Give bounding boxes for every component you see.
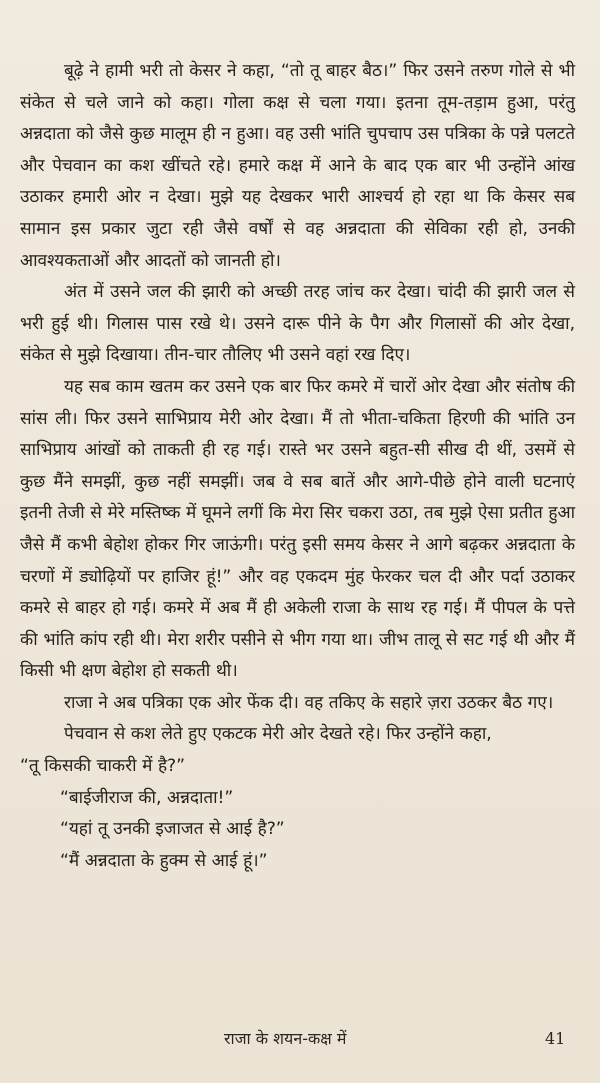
page-text-block xyxy=(20,56,575,877)
paragraph-3: यह सब काम खतम कर उसने एक बार फिर कमरे में चारों ओर देखा और संतोष की सांस ली। फिर उसने साभिप्राय मेरी ओर देखा। मैं तो भीता-चकिता हिरणी की भांति उन साभिप्राय आंखों को ताकती ही रह गई। रास्ते भर उसने बहुत-सी सीख दी थीं, उसमें से कुछ मैंने समझीं, कुछ नहीं समझीं। जब वे सब बातें और आगे-पीछे होने वाली घटनाएं इतनी तेजी से मेरे मस्तिष्क में घूमने लगीं कि मेरा सिर चकरा उठा, तब मुझे ऐसा प्रतीत हुआ जैसे मैं कभी बेहोश होकर गिर जाऊंगी। परंतु इसी समय केसर ने आगे बढ़कर अन्नदाता के चरणों में ड्योढ़ियों पर हाजिर हूं!” और वह एकदम मुंह फेरकर चल दी और पर्दा उठाकर कमरे से बाहर हो गई। कमरे में अब मैं ही अकेली राजा के साथ रह गई। मैं पीपल के पत्ते की भांति कांप रही थी। मेरा शरीर पसीने से भीग गया था। जीभ तालू से सट गई थी और मैं किसी भी क्षण बेहोश हो सकती थी। xyxy=(20,376,575,682)
dialogue-line-3: “यहां तू उनकी इजाजत से आई है?” xyxy=(60,819,285,840)
paragraph-5: पेचवान से कश लेते हुए एकटक मेरी ओर देखते रहे। फिर उन्होंने कहा, xyxy=(64,724,492,745)
dialogue-line-2: “बाईजीराज की, अन्नदाता!” xyxy=(60,787,234,808)
paragraph-2: अंत में उसने जल की झारी को अच्छी तरह जांच कर देखा। चांदी की झारी जल से भरी हुई थी। गिलास पास रखे थे। उसने दारू पीने के पैग और गिलासों की ओर देखा, संकेत से मुझे दिखाया। तीन-चार तौलिए भी उसने वहां रख दिए। xyxy=(20,282,575,366)
page-footer xyxy=(0,1027,600,1055)
paragraph-1: बूढ़े ने हामी भरी तो केसर ने कहा, “तो तू बाहर बैठ।” फिर उसने तरुण गोले से भी संकेत से चले जाने को कहा। गोला कक्ष से चला गया। इतना तूम-तड़ाम हुआ, परंतु अन्नदाता को जैसे कुछ मालूम ही न हुआ। वह उसी भांति चुपचाप उस पत्रिका के पन्ने पलटते और पेचवान का कश खींचते रहे। हमारे कक्ष में आने के बाद एक बार भी उन्होंने आंख उठाकर हमारी ओर न देखा। मुझे यह देखकर भारी आश्चर्य हो रहा था कि केसर सब सामान इस प्रकार जुटा रही जैसे वर्षों से वह अन्नदाता की सेविका रही हो, उनकी आवश्यकताओं और आदतों को जानती हो। xyxy=(20,61,575,271)
dialogue-line-4: “मैं अन्नदाता के हुक्म से आई हूं।” xyxy=(60,850,268,871)
paragraph-4: राजा ने अब पत्रिका एक ओर फेंक दी। वह तकिए के सहारे ज़रा उठकर बैठ गए। xyxy=(64,692,554,713)
running-title: राजा के शयन-कक्ष में xyxy=(224,1029,347,1048)
dialogue-line-1: “तू किसकी चाकरी में है?” xyxy=(20,756,185,777)
page-number: 41 xyxy=(545,1029,566,1048)
